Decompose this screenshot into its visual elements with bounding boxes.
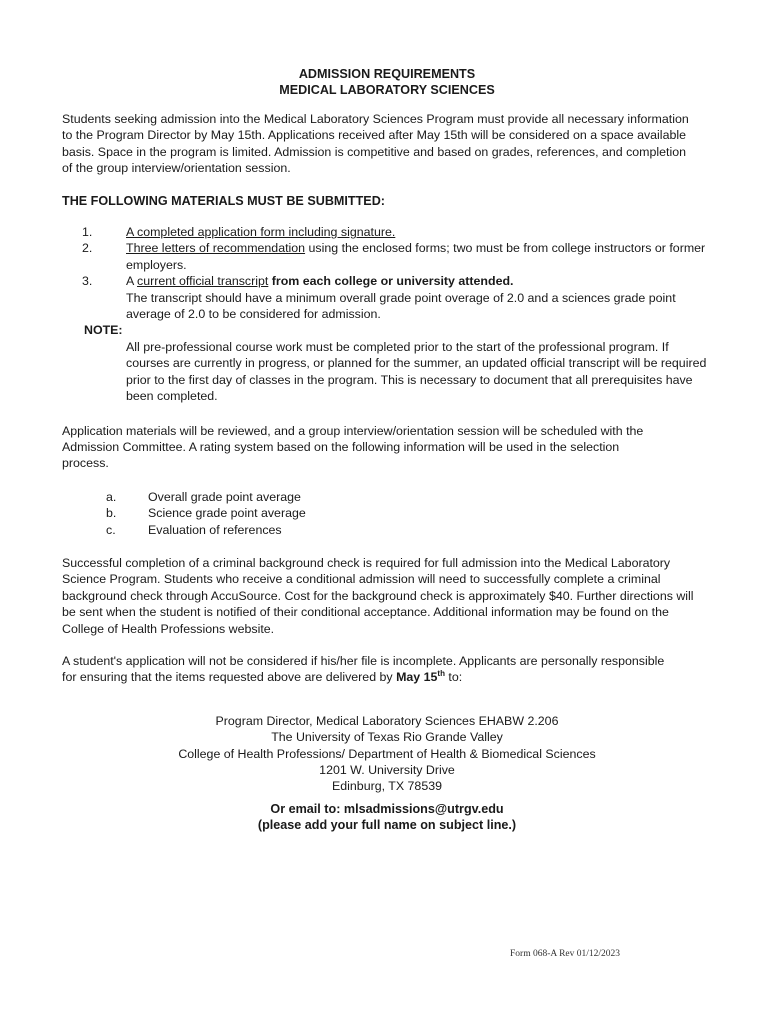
- deadline-suffix: th: [437, 669, 445, 679]
- address-line: Edinburg, TX 78539: [332, 779, 442, 794]
- criteria-list: [62, 489, 712, 538]
- mailing-address: [62, 713, 712, 795]
- incomplete-file-paragraph: [62, 653, 672, 686]
- item-detail: The transcript should have a minimum overall grade point overage of 2.0 and a sciences grade point average of 2.0 to be considered for admission.: [126, 290, 676, 322]
- form-revision-footer: Form 068-A Rev 01/12/2023: [510, 949, 621, 959]
- item-number: 3.: [82, 274, 93, 289]
- item-bold-text: from each college or university attended.: [268, 274, 514, 289]
- document-title: [62, 66, 712, 98]
- list-item: [62, 505, 712, 521]
- email-subject-note: (please add your full name on subject line.): [257, 818, 517, 833]
- title-line-2: MEDICAL LABORATORY SCIENCES: [279, 83, 495, 97]
- note-label: NOTE:: [84, 323, 123, 338]
- criteria-letter: c.: [106, 522, 116, 537]
- email-line: Or email to: mlsadmissions@utrgv.edu: [270, 801, 504, 816]
- criteria-letter: b.: [106, 506, 117, 521]
- item-underlined-text: current official transcript: [137, 274, 269, 289]
- document-page: [62, 66, 712, 834]
- intro-paragraph: Students seeking admission into the Medical Laboratory Sciences Program must provide all necessary information to the Program Director by May 15th. Applications received after May 15th will be considered on a space available basis. Space in the program is limited. Admission is competitive and based on grades, references, and completion of the group interview/orientation session.: [62, 112, 689, 176]
- item-text: A completed application form including signature.: [126, 225, 396, 240]
- title-line-1: ADMISSION REQUIREMENTS: [298, 67, 476, 81]
- item-text: using the enclosed forms; two must be from college instructors or former employers.: [126, 241, 706, 272]
- item-prefix: A: [126, 274, 138, 289]
- item-number: 1.: [82, 225, 93, 240]
- item-underlined-text: Three letters of recommendation: [126, 241, 306, 256]
- list-item: [62, 273, 712, 322]
- criteria-letter: a.: [106, 489, 117, 504]
- list-item: [62, 240, 712, 273]
- item-number: 2.: [82, 241, 93, 256]
- criteria-text: Science grade point average: [148, 506, 306, 521]
- background-check-paragraph: Successful completion of a criminal background check is required for full admission into the Medical Laboratory Science Program. Students who receive a conditional admission will need to successfully complete a criminal background check through AccuSource. Cost for the background check is approximately $40. Further directions will be sent when the student is notified of their conditional acceptance. Additional information may be found on the College of Health Professions website.: [62, 555, 694, 636]
- address-line: College of Health Professions/ Department of Health & Biomedical Sciences: [178, 746, 596, 761]
- address-line: 1201 W. University Drive: [319, 763, 455, 777]
- deadline-date: [396, 670, 445, 684]
- incomplete-text: A student's application will not be considered if his/her file is incomplete. Applicants are personally responsible for ensuring that the items requested above are delivered by: [62, 653, 665, 685]
- list-item: [62, 224, 712, 240]
- list-item: [62, 489, 712, 505]
- incomplete-tail: to:: [444, 670, 463, 685]
- materials-list: [62, 224, 712, 322]
- materials-heading: THE FOLLOWING MATERIALS MUST BE SUBMITTED:: [62, 193, 385, 208]
- list-item: [62, 522, 712, 538]
- note-text: All pre-professional course work must be completed prior to the start of the professional program. If courses are currently in progress, or planned for the summer, an updated official transcript will be required prior to the first day of classes in the program. This is necessary to document that all prerequisites have been completed.: [126, 339, 707, 404]
- criteria-text: Overall grade point average: [148, 489, 301, 504]
- criteria-text: Evaluation of references: [148, 522, 282, 537]
- address-line: The University of Texas Rio Grande Valley: [271, 730, 503, 745]
- deadline-day: May 15: [396, 670, 438, 685]
- email-instructions: [62, 801, 712, 834]
- review-paragraph: Application materials will be reviewed, and a group interview/orientation session will be scheduled with the Admission Committee. A rating system based on the following information will be used in the selection process.: [62, 423, 644, 471]
- address-line: Program Director, Medical Laboratory Sciences EHABW 2.206: [215, 713, 559, 728]
